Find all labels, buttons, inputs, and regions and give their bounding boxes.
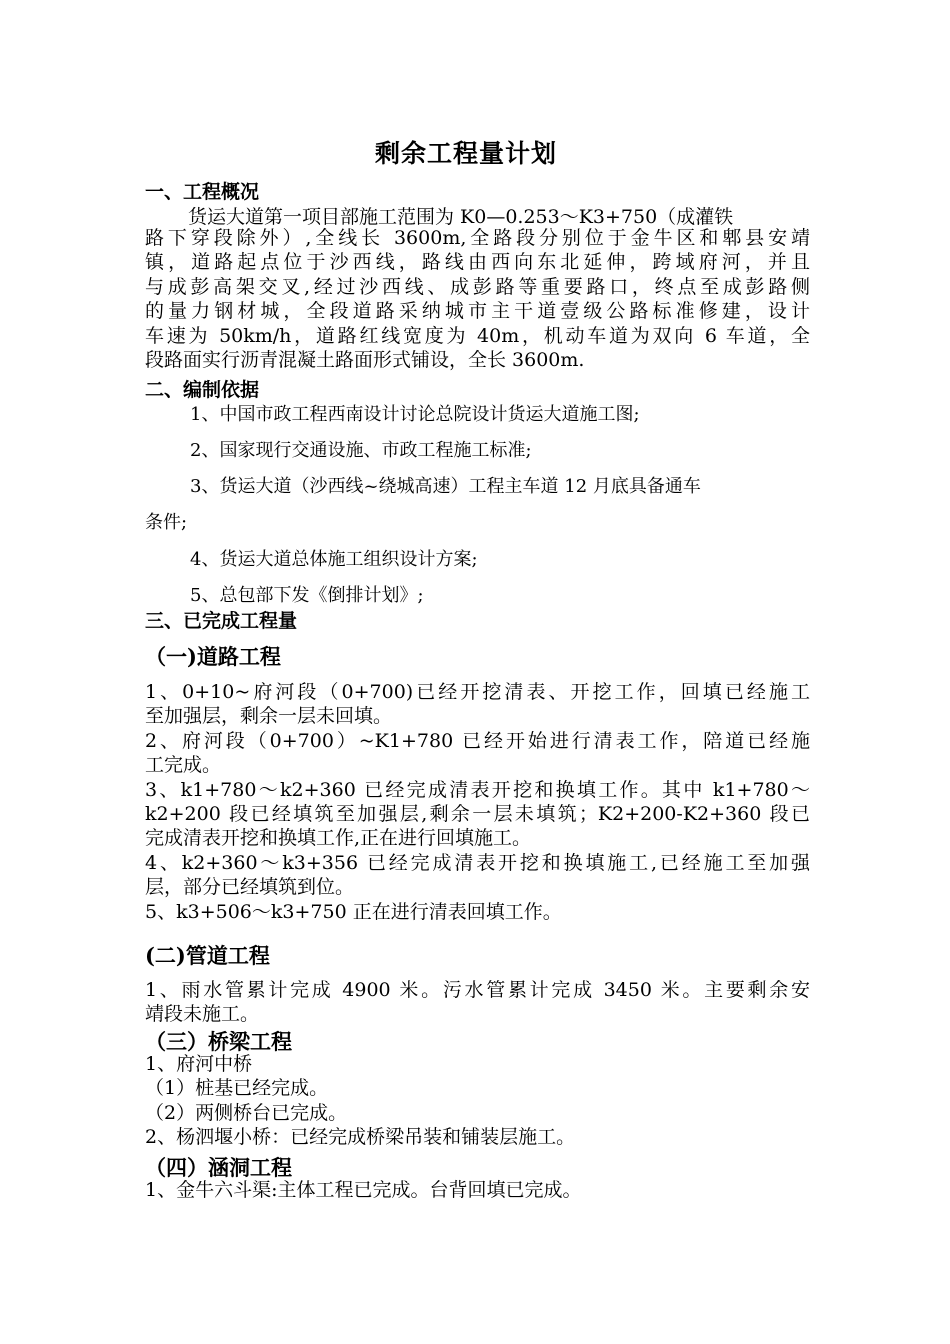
overview-line: 车速为 50km/h，道路红线宽度为 40m，机动车道为双向 6 车道，全 xyxy=(145,324,810,347)
overview-line: 货运大道第一项目部施工范围为 K0—0.253～K3+750（成灌铁 xyxy=(188,206,734,228)
bridge-line: （2）两侧桥台已完成。 xyxy=(145,1101,348,1124)
road-line: 1、0+10~府河段（0+700)已经开挖清表、开挖工作，回填已经施工 xyxy=(145,681,810,703)
subheading-bridge: （三）桥梁工程 xyxy=(145,1029,292,1054)
overview-line: 镇，道路起点位于沙西线，路线由西向东北延伸，跨域府河，并且 xyxy=(145,251,810,274)
overview-line: 的量力钢材城，全段道路采纳城市主干道壹级公路标准修建，设计 xyxy=(145,300,810,323)
basis-item: 5、总包部下发《倒排计划》; xyxy=(190,585,424,606)
road-line: 至加强层，剩余一层未回填。 xyxy=(145,705,393,728)
pipe-paragraph xyxy=(145,978,810,1027)
section-heading-completed: 三、已完成工程量 xyxy=(145,610,298,632)
overview-line: 段路面实行沥青混凝土路面形式铺设，全长 3600m. xyxy=(145,349,585,372)
subheading-road: （一)道路工程 xyxy=(145,644,281,669)
road-paragraph xyxy=(145,680,810,924)
road-line: k2+200 段已经填筑至加强层,剩余一层未填筑；K2+200-K2+360 段已 xyxy=(145,803,810,826)
road-line: 2、府河段（0+700）~K1+780 已经开始进行清表工作，陪道已经施 xyxy=(145,729,810,752)
basis-item: 条件; xyxy=(145,512,188,533)
road-line: 3、k1+780～k2+360 已经完成清表开挖和换填工作。其中 k1+780～ xyxy=(145,778,810,801)
basis-item: 2、国家现行交通设施、市政工程施工标准; xyxy=(190,440,532,461)
pipe-line: 靖段未施工。 xyxy=(145,1003,260,1026)
basis-item: 1、中国市政工程西南设计讨论总院设计货运大道施工图; xyxy=(190,404,640,425)
bridge-line: （1）桩基已经完成。 xyxy=(145,1077,329,1100)
road-line: 4、k2+360～k3+356 已经完成清表开挖和换填施工,已经施工至加强 xyxy=(145,851,810,874)
culvert-paragraph xyxy=(145,1178,810,1202)
road-line: 完成清表开挖和换填工作,正在进行回填施工。 xyxy=(145,827,532,850)
road-line: 5、k3+506～k3+750 正在进行清表回填工作。 xyxy=(145,900,562,923)
bridge-line: 1、府河中桥 xyxy=(145,1053,253,1075)
section-heading-basis: 二、编制依据 xyxy=(145,379,260,401)
pipe-line: 1、雨水管累计完成 4900 米。污水管累计完成 3450 米。主要剩余安 xyxy=(145,979,810,1001)
road-line: 层，部分已经填筑到位。 xyxy=(145,876,355,899)
bridge-paragraph xyxy=(145,1052,810,1150)
page-title: 剩余工程量计划 xyxy=(375,139,558,168)
bridge-line: 2、杨泗堰小桥：已经完成桥梁吊装和铺装层施工。 xyxy=(145,1126,576,1149)
basis-item: 4、货运大道总体施工组织设计方案; xyxy=(190,549,478,570)
overview-line: 路下穿段除外）,全线长 3600m,全路段分别位于金牛区和郫县安靖 xyxy=(145,227,810,249)
overview-paragraph xyxy=(145,226,810,372)
overview-line: 与成彭高架交叉,经过沙西线、成彭路等重要路口，终点至成彭路侧 xyxy=(145,275,810,298)
basis-item: 3、货运大道（沙西线~绕城高速）工程主车道 12 月底具备通车 xyxy=(190,476,701,497)
subheading-pipe: (二)管道工程 xyxy=(145,943,270,968)
culvert-line: 1、金牛六斗渠:主体工程已完成。台背回填已完成。 xyxy=(145,1179,582,1201)
section-heading-overview: 一、工程概况 xyxy=(145,181,260,203)
road-line: 工完成。 xyxy=(145,754,222,777)
subheading-culvert: （四）涵洞工程 xyxy=(145,1155,292,1180)
